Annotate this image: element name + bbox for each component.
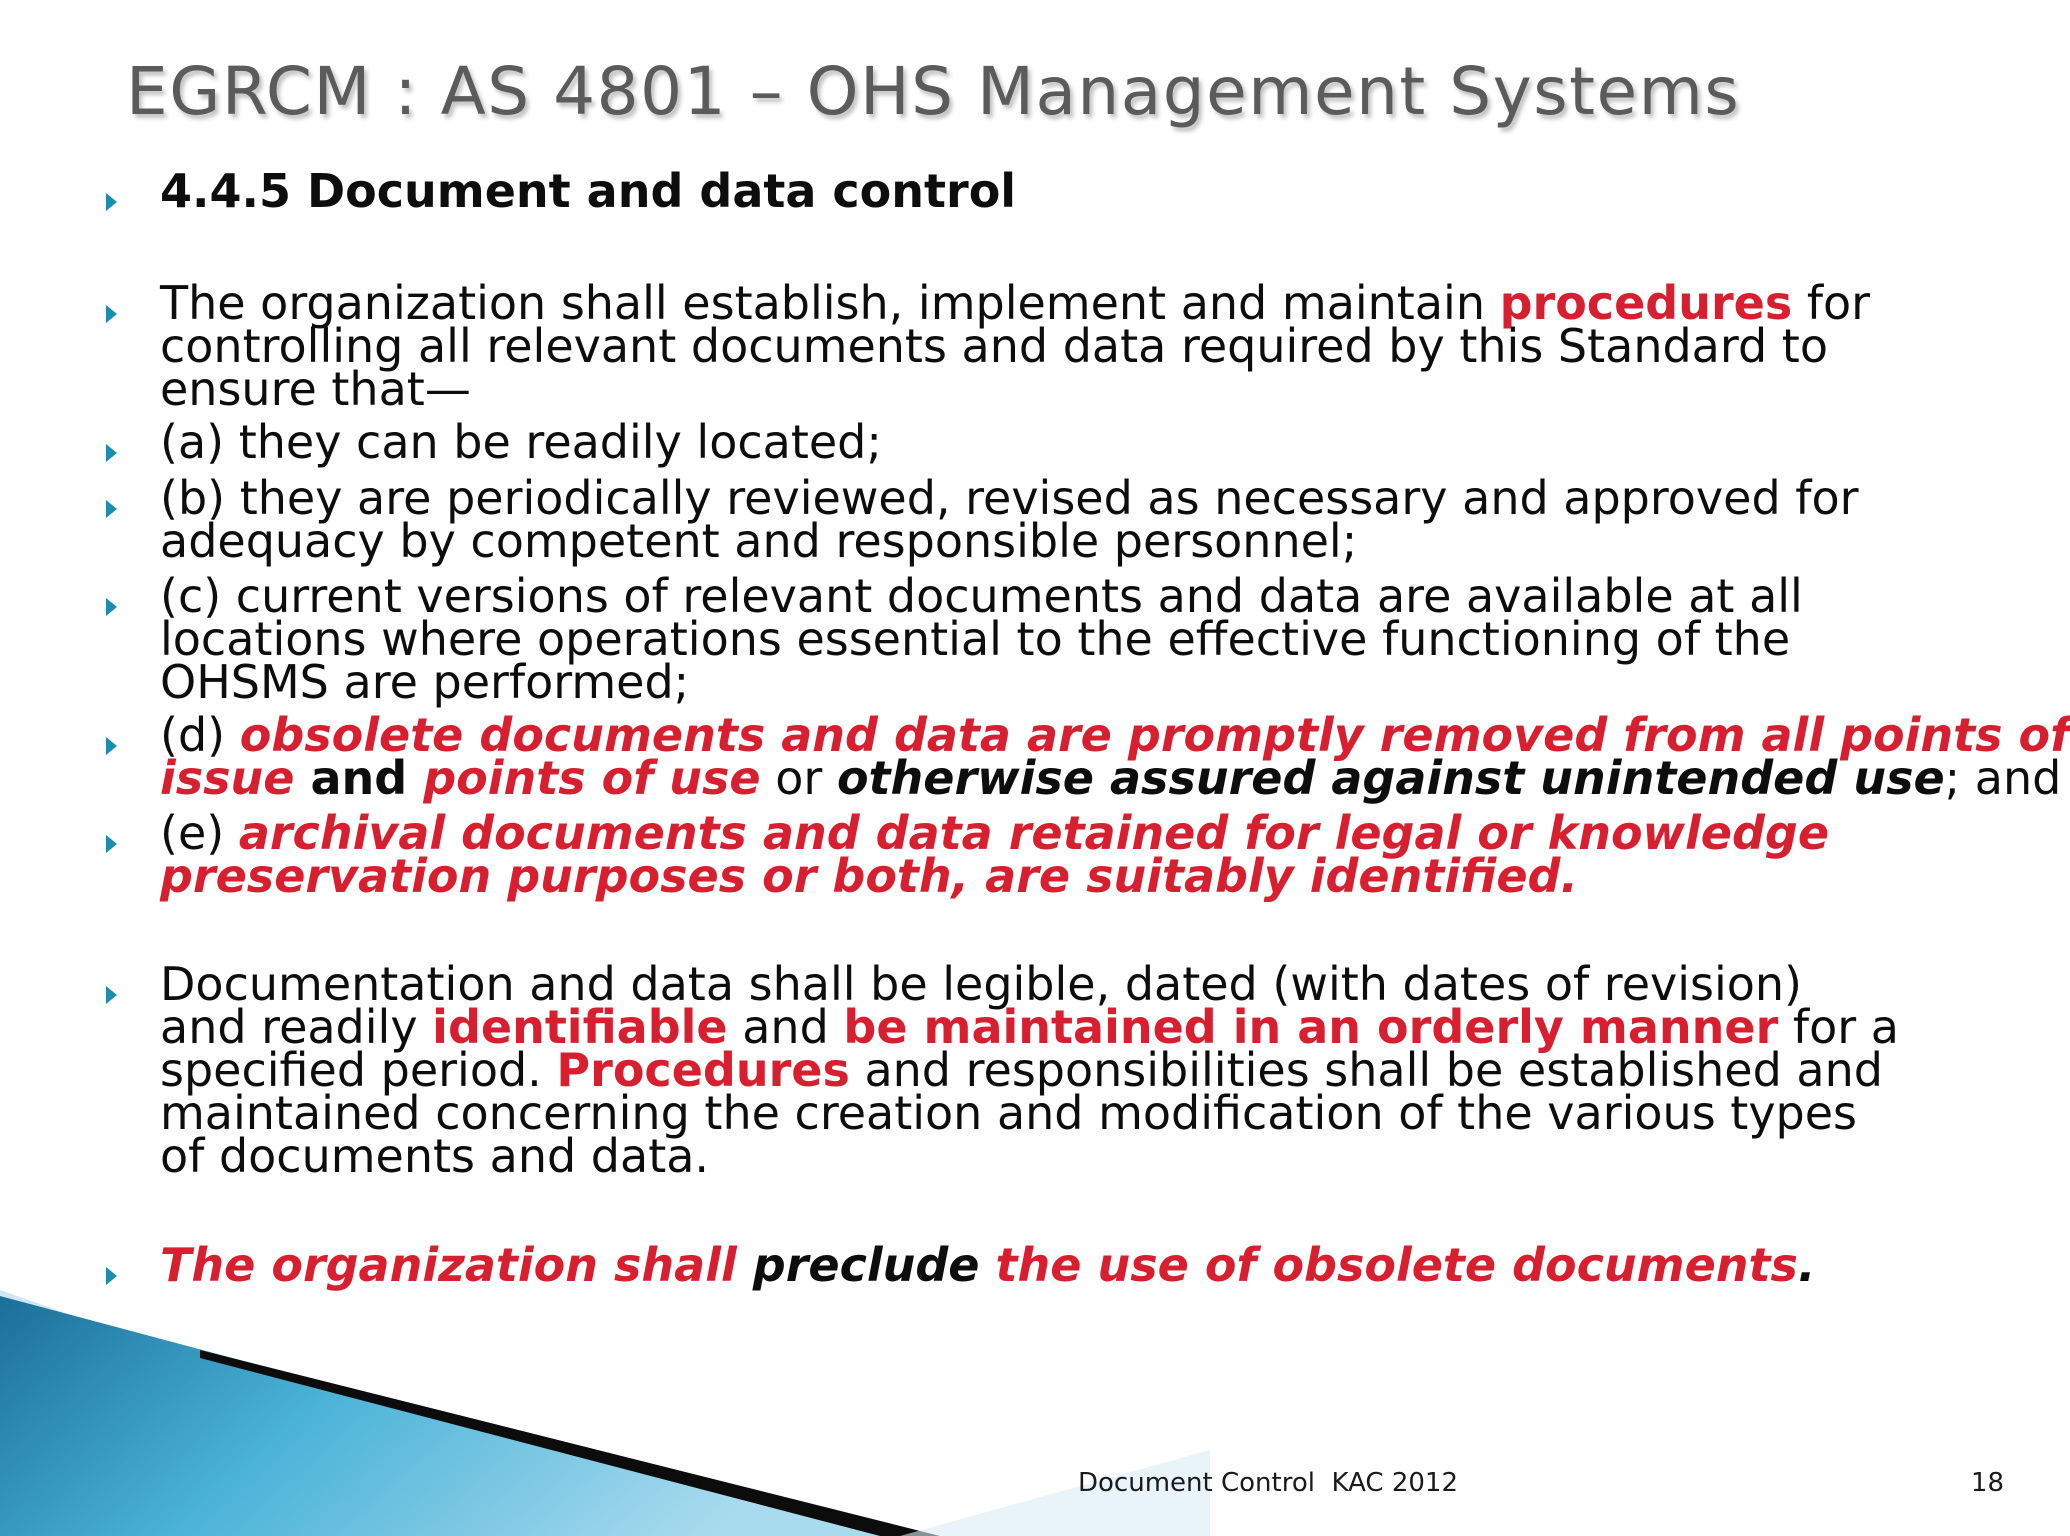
preclude-emphasis: preclude xyxy=(752,1238,980,1292)
procedures-highlight: procedures xyxy=(1499,276,1793,330)
triangle-bullet-icon xyxy=(106,835,117,853)
and-bold: and xyxy=(294,751,424,805)
page-number: 18 xyxy=(1970,1468,2004,1498)
triangle-bullet-icon xyxy=(106,193,117,211)
final-period: . xyxy=(1797,1238,1816,1292)
unintended-use-emphasis: otherwise assured against unintended use xyxy=(836,751,1945,805)
item-c-text xyxy=(160,569,2020,709)
item-c-line-1: (c) current versions of relevant documents and data are available at all xyxy=(160,569,1803,623)
item-b-line-1: (b) they are periodically reviewed, revised as necessary and approved for xyxy=(160,471,1859,525)
doc-line-2-and: and xyxy=(727,1000,844,1054)
procedures-highlight-2: Procedures xyxy=(556,1043,850,1097)
organization-shall-highlight: The organization shall xyxy=(160,1238,753,1292)
obsolete-use-highlight: the use of obsolete documents xyxy=(979,1238,1798,1292)
doc-line-5: of documents and data. xyxy=(160,1129,710,1183)
triangle-bullet-icon xyxy=(106,737,117,755)
item-a-text: (a) they can be readily located; xyxy=(160,415,882,469)
obsolete-documents-highlight: obsolete documents and data are promptly removed from all points of xyxy=(239,708,2070,762)
triangle-bullet-icon xyxy=(106,598,117,616)
slide-title: EGRCM : AS 4801 – OHS Management Systems xyxy=(126,53,1741,130)
orderly-manner-highlight: be maintained in an orderly manner xyxy=(843,1000,1779,1054)
item-c-line-3: OHSMS are performed; xyxy=(160,655,690,709)
footer-text: Document Control KAC 2012 xyxy=(1078,1468,1458,1498)
doc-line-1: Documentation and data shall be legible, dated (with dates of revision) xyxy=(160,957,1803,1011)
archival-documents-highlight: archival documents and data retained for legal or knowledge xyxy=(238,806,1830,860)
item-e-prefix: (e) xyxy=(160,806,239,860)
item-d-text xyxy=(160,708,2070,805)
intro-line-1-end: for xyxy=(1792,276,1871,330)
item-d-end: ; and xyxy=(1944,751,2062,805)
intro-line-2: controlling all relevant documents and data required by this Standard to xyxy=(160,319,1828,373)
triangle-bullet-icon xyxy=(106,500,117,518)
doc-line-3-start: specified period. xyxy=(160,1043,557,1097)
documentation-text xyxy=(160,957,2020,1183)
doc-line-2-end: for a xyxy=(1778,1000,1899,1054)
doc-line-2-start: and readily xyxy=(160,1000,433,1054)
triangle-bullet-icon xyxy=(106,305,117,323)
item-d-prefix: (d) xyxy=(160,708,240,762)
triangle-bullet-icon xyxy=(106,986,117,1004)
doc-line-4: maintained concerning the creation and modification of the various types xyxy=(160,1086,1858,1140)
intro-line-3: ensure that— xyxy=(160,362,471,416)
item-e-text xyxy=(160,806,2020,903)
section-heading: 4.4.5 Document and data control xyxy=(160,164,1017,218)
triangle-bullet-icon xyxy=(106,1267,117,1285)
identifiable-highlight: identifiable xyxy=(432,1000,728,1054)
triangle-bullet-icon xyxy=(106,444,117,462)
preclude-text xyxy=(160,1238,2020,1292)
preservation-highlight: preservation purposes or both, are suitably identified. xyxy=(160,849,1578,903)
item-c-line-2: locations where operations essential to the effective functioning of the xyxy=(160,612,1791,666)
intro-text xyxy=(160,276,2020,416)
issue-highlight: issue xyxy=(160,751,295,805)
doc-line-3-end: and responsibilities shall be established and xyxy=(849,1043,1883,1097)
item-b-text xyxy=(160,471,2020,568)
intro-line-1: The organization shall establish, implement and maintain xyxy=(160,276,1500,330)
item-b-line-2: adequacy by competent and responsible personnel; xyxy=(160,514,1358,568)
points-of-use-highlight: points of use xyxy=(423,751,761,805)
or-text: or xyxy=(760,751,837,805)
